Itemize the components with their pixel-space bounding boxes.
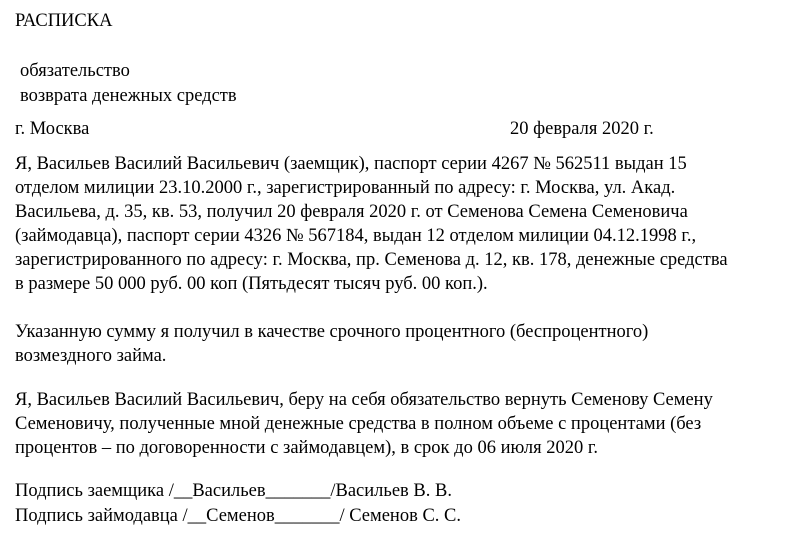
paragraph-line: в размере 50 000 руб. 00 коп (Пятьдесят тысяч руб. 00 коп.). <box>15 274 488 294</box>
paragraph-line: Васильева, д. 35, кв. 53, получил 20 февраля 2020 г. от Семенова Семена Семеновича <box>15 202 688 222</box>
paragraph-loan-type <box>15 320 795 368</box>
paragraph-line: отделом милиции 23.10.2000 г., зарегистрированный по адресу: г. Москва, ул. Акад. <box>15 178 676 198</box>
paragraph-line: (займодавца), паспорт серии 4326 № 567184, выдан 12 отделом милиции 04.12.1998 г., <box>15 226 697 246</box>
signature-lender: Подпись займодавца /__Семенов_______/ Семенов С. С. <box>15 506 461 526</box>
paragraph-line: Я, Васильев Василий Васильевич, беру на себя обязательство вернуть Семенову Семену <box>15 390 713 410</box>
paragraph-line: зарегистрированного по адресу: г. Москва, пр. Семенова д. 12, кв. 178, денежные средства <box>15 250 728 270</box>
document-subtitle-line1: обязательство <box>20 61 130 81</box>
paragraph-line: Указанную сумму я получил в качестве срочного процентного (беспроцентного) <box>15 322 649 342</box>
paragraph-line: Семеновичу, полученные мной денежные средства в полном объеме с процентами (без <box>15 414 702 434</box>
paragraph-line: возмездного займа. <box>15 346 167 366</box>
document-title: РАСПИСКА <box>15 11 113 31</box>
document-date: 20 февраля 2020 г. <box>510 119 654 139</box>
signature-borrower: Подпись заемщика /__Васильев_______/Васильев В. В. <box>15 481 452 501</box>
paragraph-loan-details <box>15 152 795 296</box>
document-subtitle-line2: возврата денежных средств <box>20 86 237 106</box>
paragraph-line: Я, Васильев Василий Васильевич (заемщик), паспорт серии 4267 № 562511 выдан 15 <box>15 154 687 174</box>
paragraph-obligation <box>15 388 795 460</box>
paragraph-line: процентов – по договоренности с займодавцем), в срок до 06 июля 2020 г. <box>15 438 598 458</box>
document-city: г. Москва <box>15 119 90 139</box>
